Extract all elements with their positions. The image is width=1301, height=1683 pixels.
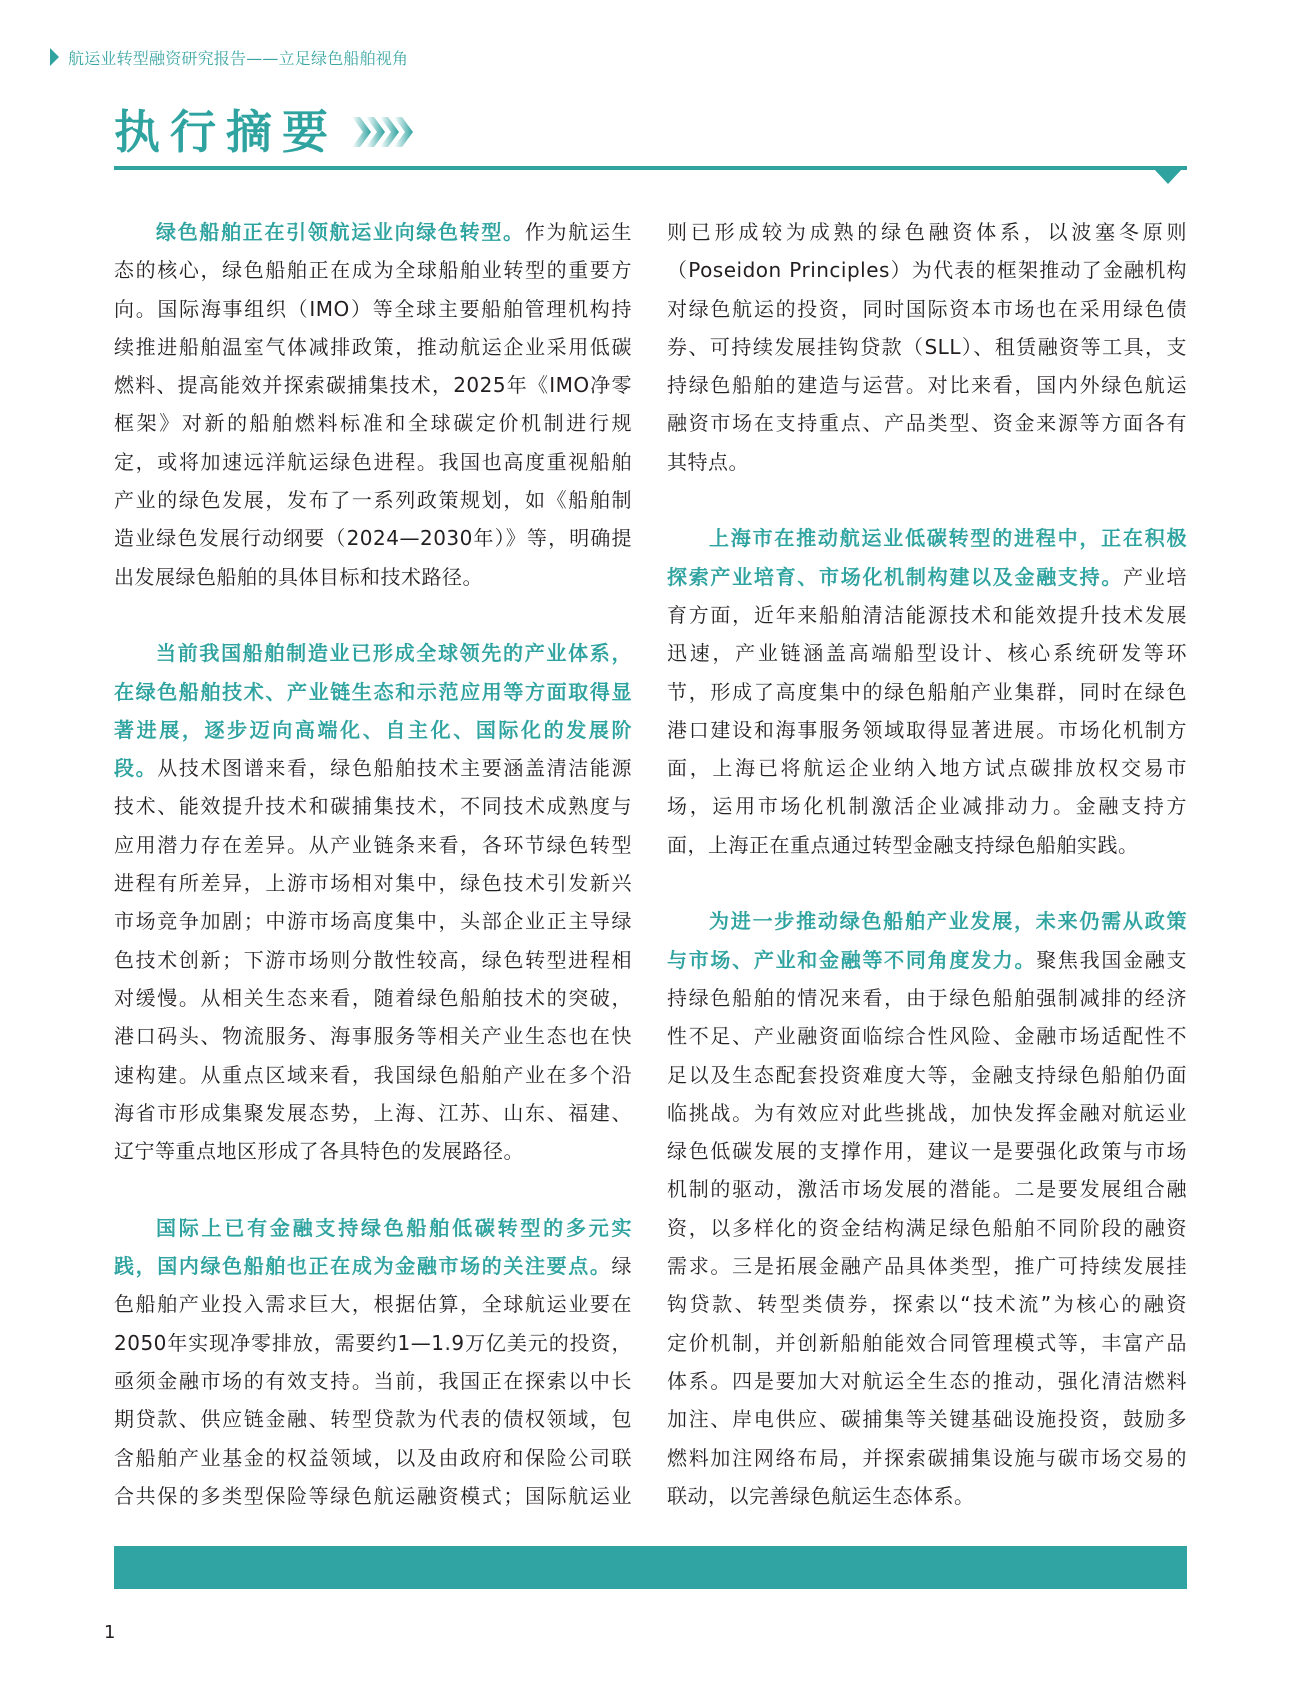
body-text: 融资市场在支持重点、产品类型、资金来源等方面各有: [667, 411, 1187, 436]
text-line: [667, 979, 1187, 1017]
text-line: [114, 366, 632, 404]
body-text: 市场竞争加剧；中游市场高度集中，头部企业正主导绿: [114, 909, 632, 934]
page-number: 1: [104, 1622, 116, 1643]
body-text: 券、可持续发展挂钩贷款（SLL）、租赁融资等工具，支: [667, 334, 1187, 359]
text-line: [667, 519, 1187, 557]
text-line: [114, 711, 632, 749]
text-line: [114, 558, 632, 596]
text-line: [667, 213, 1187, 251]
paragraph-gap: [114, 1170, 632, 1208]
right-column: [667, 213, 1187, 1515]
body-text: 期贷款、供应链金融、转型贷款为代表的债权领域，包: [114, 1407, 632, 1432]
body-text: 续推进船舶温室气体减排政策，推动航运企业采用低碳: [114, 334, 632, 359]
text-line: [667, 404, 1187, 442]
body-text: 港口建设和海事服务领域取得显著进展。市场化机制方: [667, 717, 1187, 742]
text-line: [114, 1477, 632, 1515]
text-line: [667, 1209, 1187, 1247]
body-text: 资，以多样化的资金结构满足绿色船舶不同阶段的融资: [667, 1215, 1187, 1240]
body-text: 则已形成较为成熟的绿色融资体系，以波塞冬原则: [667, 220, 1187, 244]
text-line: [667, 290, 1187, 328]
text-line: [667, 1477, 1187, 1515]
section-title: 执行摘要: [114, 105, 338, 159]
body-text: 持绿色船舶的建造与运营。对比来看，国内外绿色航运: [667, 373, 1187, 398]
text-line: [114, 902, 632, 940]
text-line: [667, 1247, 1187, 1285]
body-text: 作为航运生: [524, 220, 633, 244]
highlight-text: 探索产业培育、市场化机制构建以及金融支持。: [667, 564, 1124, 589]
section-heading: [114, 102, 414, 162]
body-text: 体系。四是要加大对航运全生态的推动，强化清洁燃料: [667, 1368, 1187, 1393]
text-line: [667, 1439, 1187, 1477]
body-text: 向。国际海事组织（IMO）等全球主要船舶管理机构持: [114, 296, 632, 321]
text-line: [667, 1324, 1187, 1362]
highlight-text: 著进展，逐步迈向高端化、自主化、国际化的发展阶: [114, 717, 632, 742]
body-text: 加注、岸电供应、碳捕集等关键基础设施投资，鼓励多: [667, 1407, 1187, 1432]
body-text: 燃料加注网络布局，并探索碳捕集设施与碳市场交易的: [667, 1445, 1187, 1470]
text-line: [667, 711, 1187, 749]
body-text: 燃料、提高能效并探索碳捕集技术，2025年《IMO净零: [114, 373, 632, 398]
text-line: [114, 481, 632, 519]
body-text: 产业培: [1123, 564, 1188, 589]
body-text: 对缓慢。从相关生态来看，随着绿色船舶技术的突破，: [114, 985, 632, 1010]
text-line: [667, 1170, 1187, 1208]
text-line: [667, 1056, 1187, 1094]
body-text: 联动，以完善绿色航运生态体系。: [667, 1483, 975, 1508]
body-text: 性不足、产业融资面临综合性风险、金融市场适配性不: [667, 1024, 1187, 1049]
text-line: [114, 1439, 632, 1477]
paragraph-gap: [667, 481, 1187, 519]
text-line: [667, 443, 1187, 481]
text-line: [114, 443, 632, 481]
body-text: 含船舶产业基金的权益领域，以及由政府和保险公司联: [114, 1445, 632, 1470]
text-line: [114, 1209, 632, 1247]
body-text: 色技术创新；下游市场则分散性较高，绿色转型进程相: [114, 947, 632, 972]
text-line: [114, 213, 632, 251]
text-line: [667, 1400, 1187, 1438]
text-line: [667, 1285, 1187, 1323]
body-text: 定价机制，并创新船舶能效合同管理模式等，丰富产品: [667, 1330, 1187, 1355]
highlight-text: 为进一步推动绿色船舶产业发展，未来仍需从政策: [709, 909, 1187, 934]
text-line: [114, 634, 632, 672]
running-header: [50, 44, 408, 70]
text-line: [114, 1400, 632, 1438]
body-text: 技术、能效提升技术和碳捕集技术，不同技术成熟度与: [114, 794, 632, 819]
text-line: [114, 979, 632, 1017]
body-text: 绿: [611, 1254, 632, 1279]
text-line: [114, 1132, 632, 1170]
body-text: 面，上海正在重点通过转型金融支持绿色船舶实践。: [667, 832, 1139, 857]
highlight-text: 与市场、产业和金融等不同角度发力。: [667, 947, 1037, 972]
running-header-title: 航运业转型融资研究报告——立足绿色船舶视角: [68, 48, 409, 68]
section-rule: [114, 166, 1187, 170]
body-text: 需求。三是拓展金融产品具体类型，推广可持续发展挂: [667, 1254, 1187, 1279]
text-line: [667, 596, 1187, 634]
body-text: 合共保的多类型保险等绿色航运融资模式；国际航运业: [114, 1483, 632, 1508]
body-text: 临挑战。为有效应对此些挑战，加快发挥金融对航运业: [667, 1100, 1187, 1125]
body-text: 进程有所差异，上游市场相对集中，绿色技术引发新兴: [114, 871, 632, 896]
text-line: [667, 1094, 1187, 1132]
text-line: [667, 673, 1187, 711]
body-text: 其特点。: [667, 449, 749, 474]
text-line: [667, 941, 1187, 979]
text-line: [667, 328, 1187, 366]
text-line: [114, 1017, 632, 1055]
chevrons-right-icon: [352, 112, 414, 152]
body-text: 节，形成了高度集中的绿色船舶产业集群，同时在绿色: [667, 679, 1187, 704]
text-line: [667, 826, 1187, 864]
body-text: 机制的驱动，激活市场发展的潜能。二是要发展组合融: [667, 1177, 1187, 1202]
body-text: 产业的绿色发展，发布了一系列政策规划，如《船舶制: [114, 488, 632, 513]
text-line: [114, 519, 632, 557]
body-text: 海省市形成集聚发展态势，上海、江苏、山东、福建、: [114, 1100, 632, 1125]
body-text: 应用潜力存在差异。从产业链条来看，各环节绿色转型: [114, 832, 632, 857]
paragraph-gap: [114, 596, 632, 634]
highlight-text: 在绿色船舶技术、产业链生态和示范应用等方面取得显: [114, 679, 632, 704]
text-line: [114, 1056, 632, 1094]
triangle-right-icon: [50, 48, 59, 66]
text-line: [667, 634, 1187, 672]
text-line: [667, 1362, 1187, 1400]
body-text: 亟须金融市场的有效支持。当前，我国正在探索以中长: [114, 1368, 632, 1393]
text-line: [114, 864, 632, 902]
text-line: [667, 1132, 1187, 1170]
text-line: [667, 749, 1187, 787]
body-text: 持绿色船舶的情况来看，由于绿色船舶强制减排的经济: [667, 985, 1187, 1010]
text-line: [667, 251, 1187, 289]
body-text: 迅速，产业链涵盖高端船型设计、核心系统研发等环: [667, 641, 1187, 666]
text-line: [114, 941, 632, 979]
highlight-text: 当前我国船舶制造业已形成全球领先的产业体系，: [156, 641, 632, 666]
body-text: 对绿色航运的投资，同时国际资本市场也在采用绿色债: [667, 296, 1187, 321]
text-line: [114, 1247, 632, 1285]
body-text: 速构建。从重点区域来看，我国绿色船舶产业在多个沿: [114, 1062, 632, 1087]
body-text: 定，或将加速远洋航运绿色进程。我国也高度重视船舶: [114, 449, 632, 474]
text-line: [667, 787, 1187, 825]
text-line: [114, 673, 632, 711]
text-line: [114, 787, 632, 825]
highlight-text: 国际上已有金融支持绿色船舶低碳转型的多元实: [156, 1215, 632, 1240]
text-line: [114, 290, 632, 328]
text-line: [667, 902, 1187, 940]
text-line: [114, 328, 632, 366]
body-text: 育方面，近年来船舶清洁能源技术和能效提升技术发展: [667, 602, 1187, 627]
left-column: [114, 213, 632, 1515]
body-text: 从技术图谱来看，绿色船舶技术主要涵盖清洁能源: [157, 756, 633, 781]
body-text: 场，运用市场化机制激活企业减排动力。金融支持方: [667, 794, 1187, 819]
body-text: 态的核心，绿色船舶正在成为全球船舶业转型的重要方: [114, 258, 632, 283]
highlight-text: 绿色船舶正在引领航运业向绿色转型。: [156, 220, 525, 244]
text-line: [114, 1285, 632, 1323]
body-text: 色船舶产业投入需求巨大，根据估算，全球航运业要在: [114, 1292, 632, 1317]
body-text: 2050年实现净零排放，需要约1—1.9万亿美元的投资，: [114, 1330, 632, 1355]
text-line: [114, 404, 632, 442]
body-text: 绿色低碳发展的支撑作用，建议一是要强化政策与市场: [667, 1139, 1187, 1164]
footer-bar: [114, 1546, 1187, 1589]
body-text: 辽宁等重点地区形成了各具特色的发展路径。: [114, 1139, 524, 1164]
triangle-down-icon: [1154, 169, 1182, 184]
text-line: [114, 826, 632, 864]
text-line: [114, 251, 632, 289]
text-line: [114, 1324, 632, 1362]
text-line: [667, 366, 1187, 404]
body-text: 面，上海已将航运企业纳入地方试点碳排放权交易市: [667, 756, 1187, 781]
body-text: 聚焦我国金融支: [1036, 947, 1188, 972]
body-text: 足以及生态配套投资难度大等，金融支持绿色船舶仍面: [667, 1062, 1187, 1087]
text-line: [667, 1017, 1187, 1055]
paragraph-gap: [667, 864, 1187, 902]
text-line: [114, 1362, 632, 1400]
text-line: [114, 1094, 632, 1132]
body-text: （Poseidon Principles）为代表的框架推动了金融机构: [667, 258, 1187, 283]
body-text: 钩贷款、转型类债券，探索以“技术流”为核心的融资: [667, 1292, 1187, 1317]
body-text: 造业绿色发展行动纲要（2024—2030年）》等，明确提: [114, 526, 632, 551]
highlight-text: 上海市在推动航运业低碳转型的进程中，正在积极: [709, 526, 1187, 551]
body-text: 框架》对新的船舶燃料标准和全球碳定价机制进行规: [114, 411, 632, 436]
highlight-text: 段。: [114, 756, 158, 781]
text-line: [667, 558, 1187, 596]
text-line: [114, 749, 632, 787]
body-text: 出发展绿色船舶的具体目标和技术路径。: [114, 564, 483, 589]
highlight-text: 践，国内绿色船舶也正在成为金融市场的关注要点。: [114, 1254, 612, 1279]
body-text: 港口码头、物流服务、海事服务等相关产业生态也在快: [114, 1024, 632, 1049]
